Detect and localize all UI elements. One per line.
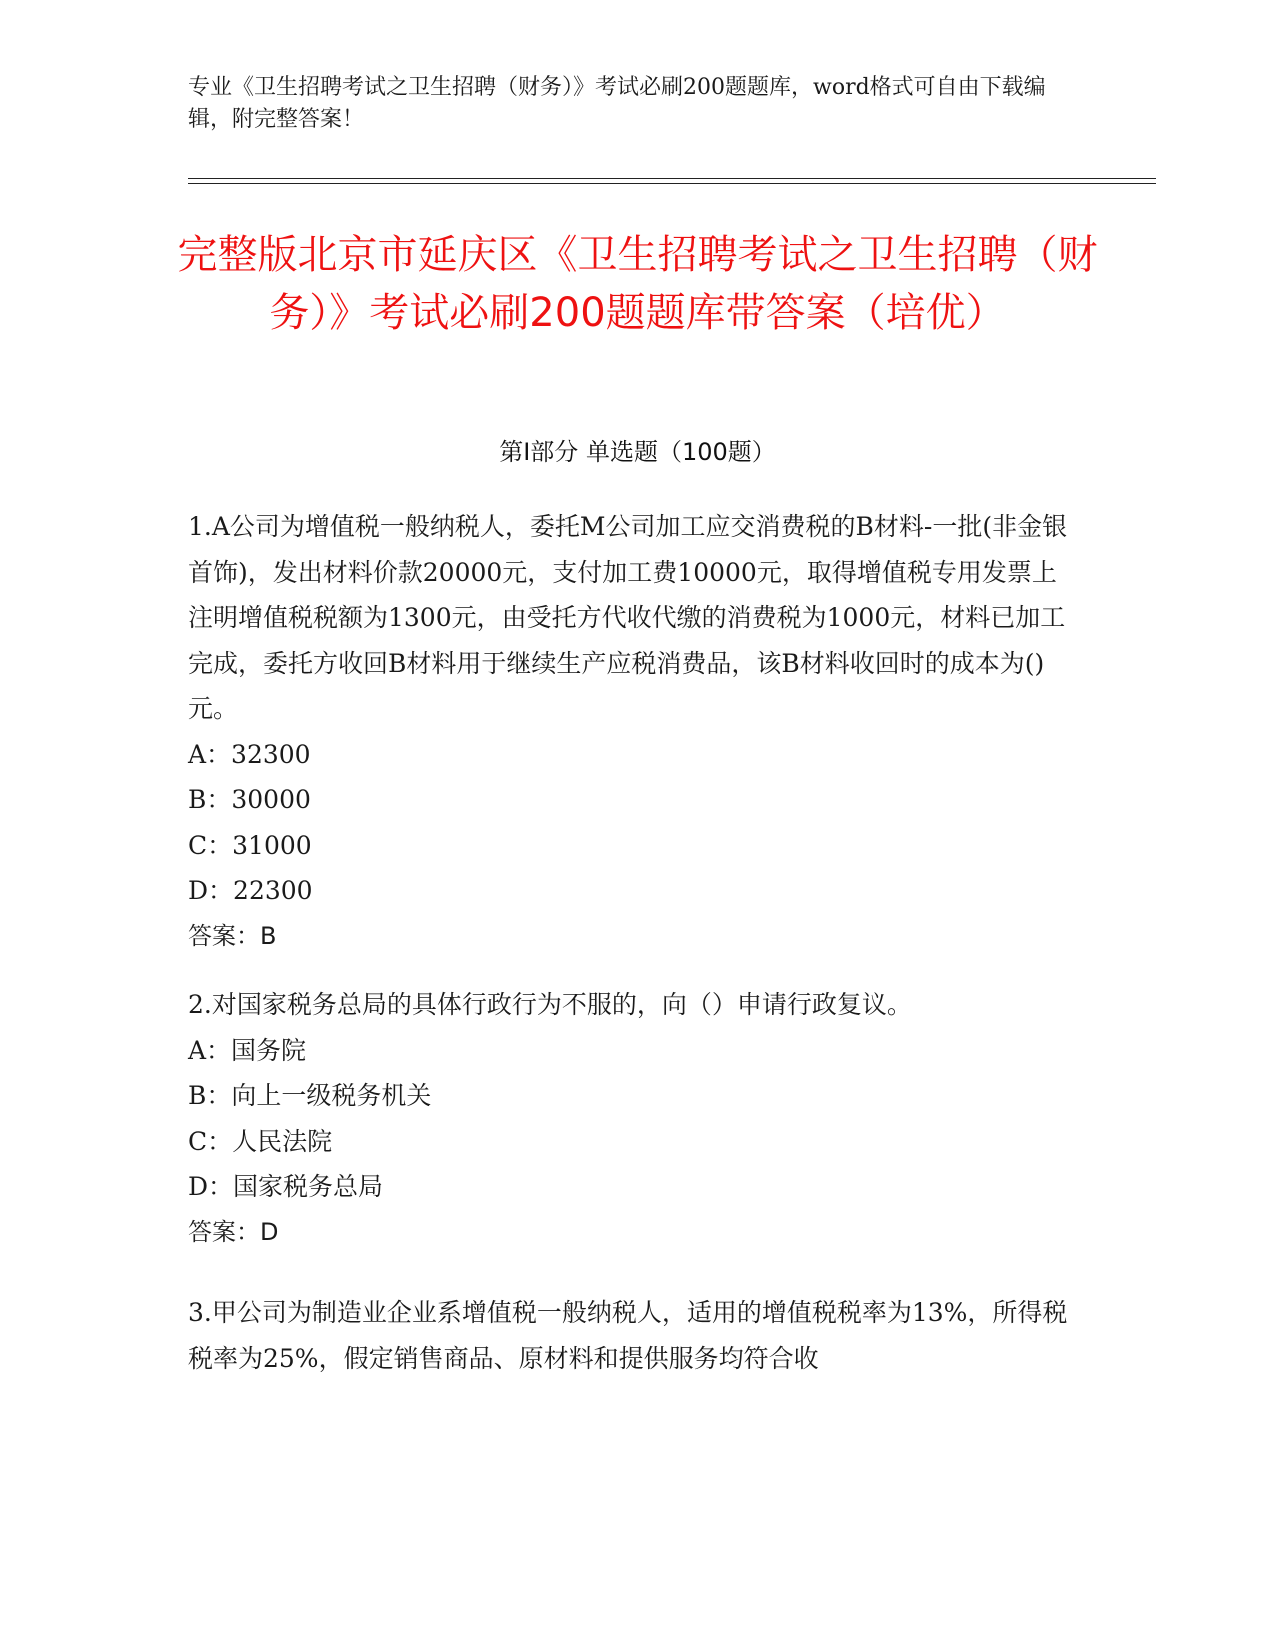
section-title: 第I部分 单选题（100题）	[499, 438, 776, 466]
question-1	[188, 504, 1078, 959]
answer: 答案：B	[188, 921, 277, 950]
header-divider-top	[188, 178, 1156, 179]
option-b: B：向上一级税务机关	[188, 1081, 432, 1110]
question-2	[188, 982, 1078, 1255]
header-divider-bottom	[188, 183, 1156, 184]
answer: 答案：D	[188, 1217, 279, 1246]
question-stem: 3.甲公司为制造业企业系增值税一般纳税人，适用的增值税税率为13%，所得税税率为25%，假定销售商品、原材料和提供服务均符合收	[188, 1298, 1068, 1373]
option-a: A：32300	[188, 739, 311, 769]
option-a: A：国务院	[188, 1035, 307, 1065]
option-d: D：国家税务总局	[188, 1172, 384, 1201]
question-3	[188, 1290, 1078, 1381]
header-note: 专业《卫生招聘考试之卫生招聘（财务）》考试必刷200题题库，word格式可自由下载编辑，附完整答案！	[188, 75, 1046, 132]
question-stem: 1.A公司为增值税一般纳税人，委托M公司加工应交消费税的B材料-一批(非金银首饰)，发出材料价款20000元，支付加工费10000元，取得增值税专用发票上注明增值税税额为1300元，由受托方代收代缴的消费税为1000元，材料已加工完成，委托方收回B材料用于继续生产应税消费品，该B材料收回时的成本为()元。	[188, 512, 1068, 723]
document-title: 完整版北京市延庆区《卫生招聘考试之卫生招聘（财务）》考试必刷200题题库带答案（培优）	[177, 232, 1098, 336]
option-d: D：22300	[188, 876, 313, 905]
question-stem: 2.对国家税务总局的具体行政行为不服的，向（）申请行政复议。	[188, 990, 912, 1019]
option-b: B：30000	[188, 785, 311, 814]
option-c: C：31000	[188, 830, 312, 860]
option-c: C：人民法院	[188, 1126, 333, 1156]
